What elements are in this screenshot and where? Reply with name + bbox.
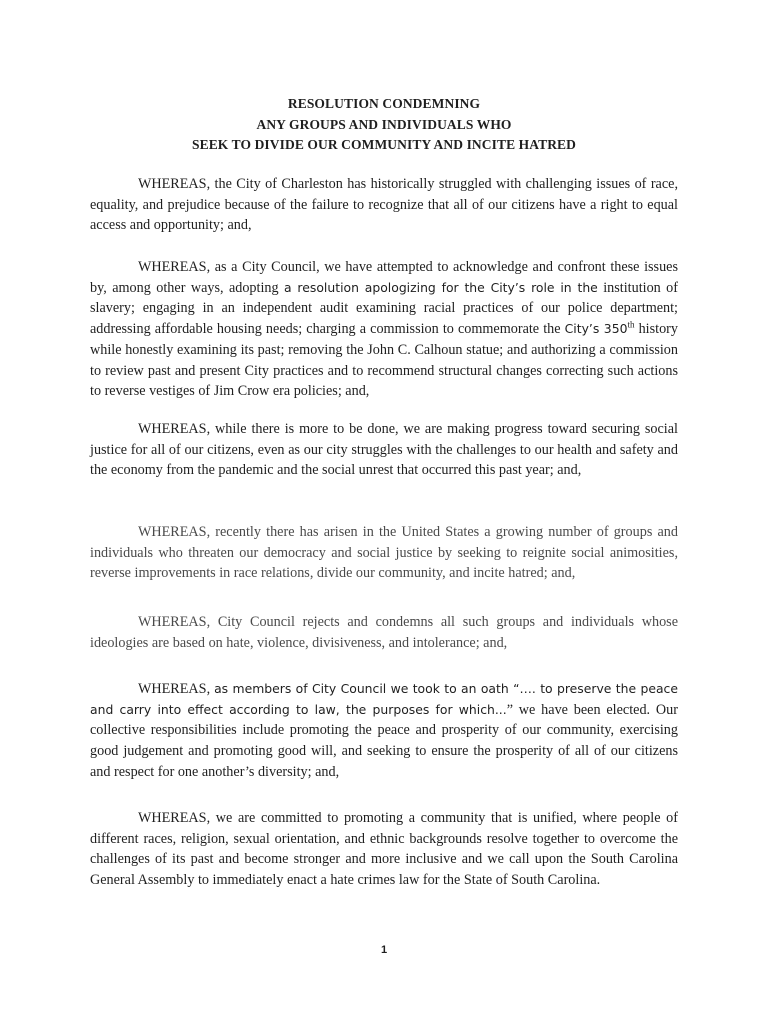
page-number: 1	[380, 944, 388, 956]
paragraph-6-part-a: WHEREAS,	[138, 681, 215, 697]
paragraph-2-part-a: WHEREAS, as a City Council, we have attempted to acknowledge and confront these issues by, among other ways, adopting	[90, 259, 678, 296]
title-line-1: RESOLUTION CONDEMNING	[287, 96, 481, 111]
paragraph-2-superscript: th	[627, 319, 635, 330]
paragraph-2-part-c: institution of slavery; engaging in an independent audit examining racial practices of our police department; addressing affordable housing needs; charging a commission to commemorate the	[90, 279, 678, 338]
paragraph-6-part-c: ” we have been elected. Our collective responsibilities include promoting the peace and prosperity of our community, exercising good judgement and promoting good will, and seeking to ensure the prosperity of all of our citizens and respect for one another’s diversity; and,	[90, 701, 678, 780]
paragraph-1: WHEREAS, the City of Charleston has historically struggled with challenging issues of race, equality, and prejudice because of the failure to recognize that all of our citizens have a right to equal access and opportunity; and,	[90, 176, 678, 234]
paragraph-2	[90, 257, 678, 402]
paragraph-5: WHEREAS, City Council rejects and condemns all such groups and individuals whose ideologies are based on hate, violence, divisiveness, and intolerance; and,	[90, 614, 678, 651]
paragraph-6-quote: as members of City Council we took to an oath “…. to preserve the peace and carry into effect according to law, the purposes for which...	[90, 681, 678, 717]
paragraph-3: WHEREAS, while there is more to be done, we are making progress toward securing social justice for all of our citizens, even as our city struggles with the challenges to our health and safety and the economy from the pandemic and the social unrest that occurred this past year; and,	[90, 421, 678, 479]
title-line-2: ANY GROUPS AND INDIVIDUALS WHO	[256, 116, 512, 132]
resolution-title	[90, 94, 678, 156]
paragraph-2-part-b: a resolution apologizing for the City’s role in the	[284, 279, 598, 295]
paragraph-2-part-d: City’s 350	[564, 321, 628, 337]
paragraph-2-part-e: history while honestly examining its past; removing the John C. Calhoun statue; and authorizing a commission to review past and present City practices and to recommend structural changes correcting such actions to reverse vestiges of Jim Crow era policies; and,	[90, 321, 678, 400]
paragraph-7: WHEREAS, we are committed to promoting a community that is unified, where people of different races, religion, sexual orientation, and ethnic backgrounds resolve together to overcome the challenges of its past and become stronger and more inclusive and we call upon the South Carolina General Assembly to immediately enact a hate crimes law for the State of South Carolina.	[90, 810, 678, 889]
title-line-3: SEEK TO DIVIDE OUR COMMUNITY AND INCITE HATRED	[191, 137, 577, 152]
paragraph-4: WHEREAS, recently there has arisen in the United States a growing number of groups and individuals who threaten our democracy and social justice by seeking to reignite social animosities, reverse improvements in race relations, divide our community, and incite hatred; and,	[90, 524, 678, 582]
paragraph-6	[90, 679, 678, 783]
